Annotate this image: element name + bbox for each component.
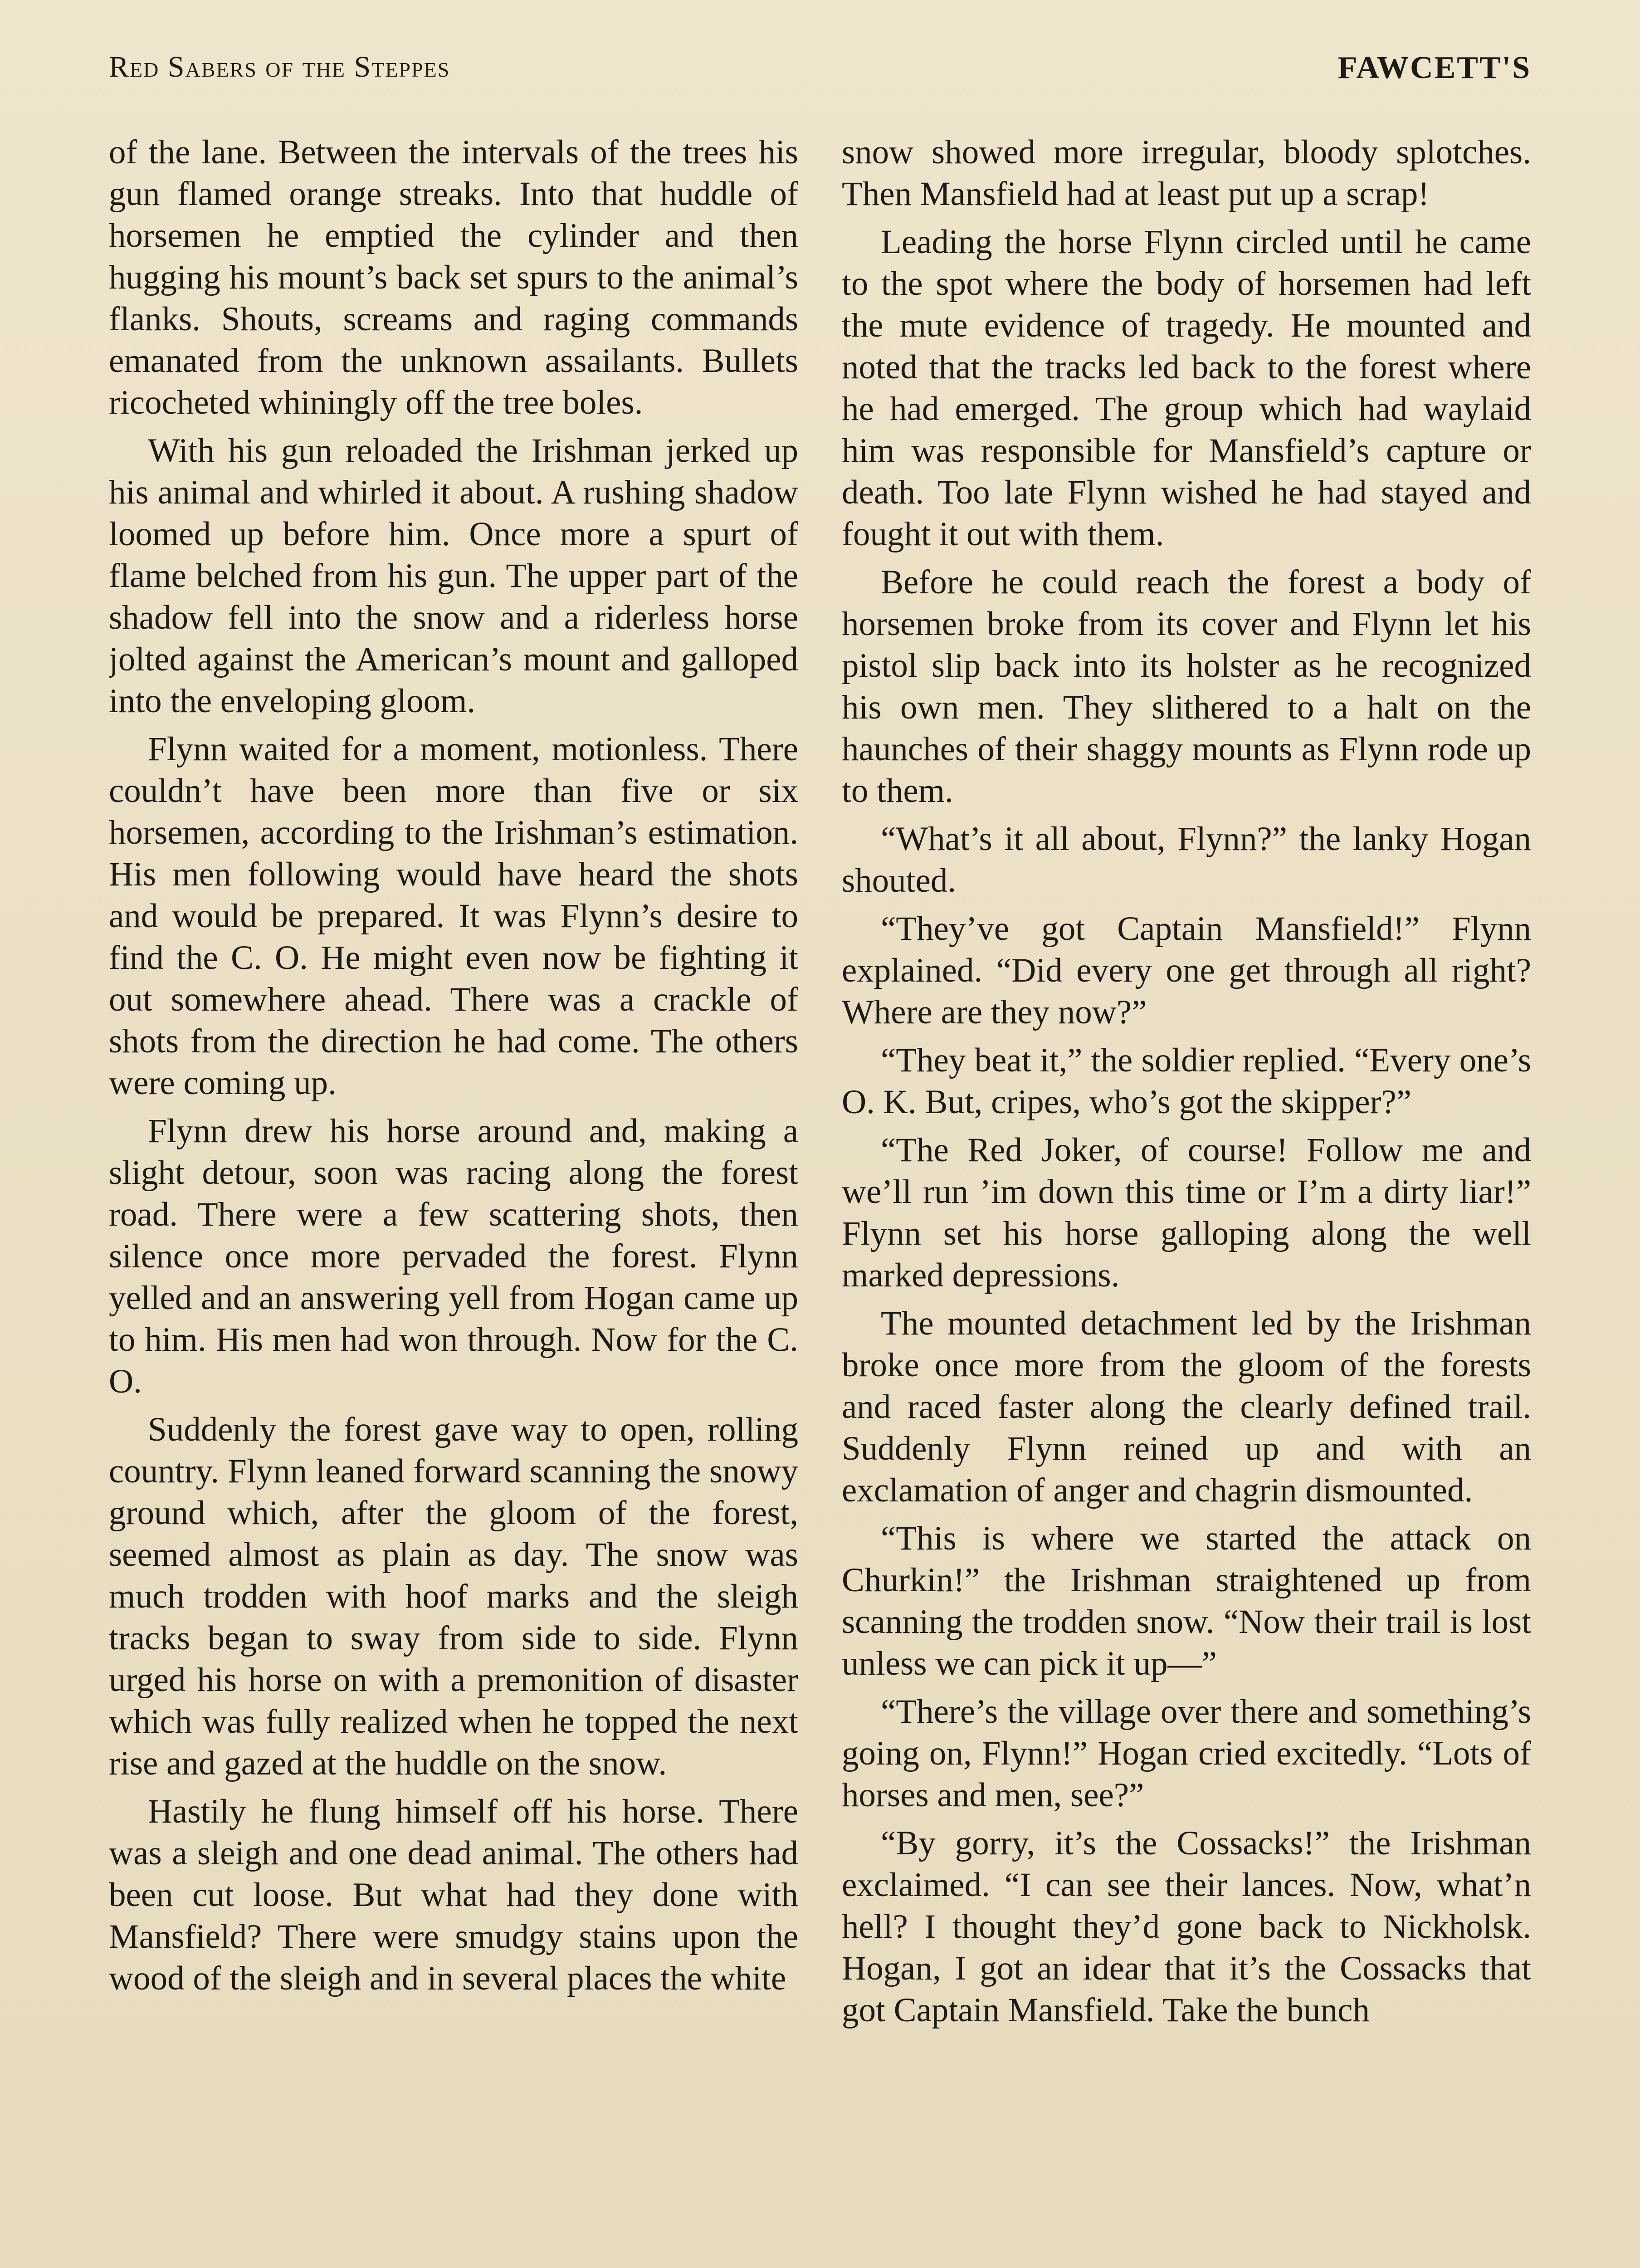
paragraph: “There’s the village over there and something’s going on, Flynn!” Hogan cried excitedly. “Lots of horses and men, see?” (842, 1693, 1531, 1814)
paragraph: Flynn waited for a moment, motionless. There couldn’t have been more than five or six horsemen, according to the Irishman’s estimation. His men following would have heard the shots and would be prepared. It was Flynn’s desire to find the C. O. He might even now be fighting it out somewhere ahead. There was a crackle of shots from the direction he had come. The others were coming up. (109, 730, 798, 1102)
paragraph: “They beat it,” the soldier replied. “Every one’s O. K. But, cripes, who’s got the skipper?” (842, 1041, 1531, 1121)
paragraph: Before he could reach the forest a body of horsemen broke from its cover and Flynn let his pistol slip back into its holster as he recognized his own men. They slithered to a halt on the haunches of their shaggy mounts as Flynn rode up to them. (842, 563, 1531, 810)
paragraph: snow showed more irregular, bloody splotches. Then Mansfield had at least put up a scrap! (842, 133, 1531, 213)
running-head (109, 50, 1531, 100)
right-column (842, 132, 1531, 2268)
paragraph: Leading the horse Flynn circled until he came to the spot where the body of horsemen had left the mute evidence of tragedy. He mounted and noted that the tracks led back to the forest where he had emerged. The group which had waylaid him was responsible for Mansfield’s capture or death. Too late Flynn wished he had stayed and fought it out with them. (842, 223, 1531, 553)
paragraph: “By gorry, it’s the Cossacks!” the Irishman exclaimed. “I can see their lances. Now, what’n hell? I thought they’d gone back to Nickholsk. Hogan, I got an idear that it’s the Cossacks that got Captain Mansfield. Take the bunch (842, 1824, 1531, 2029)
paragraph: “They’ve got Captain Mansfield!” Flynn explained. “Did every one get through all right? Where are they now?” (842, 910, 1531, 1031)
paragraph: Flynn drew his horse around and, making a slight detour, soon was racing along the forest road. There were a few scattering shots, then silence once more pervaded the forest. Flynn yelled and an answering yell from Hogan came up to him. His men had won through. Now for the C. O. (109, 1112, 798, 1400)
text-columns (109, 132, 1531, 2268)
paragraph: “This is where we started the attack on Churkin!” the Irishman straightened up from scanning the trodden snow. “Now their trail is lost unless we can pick it up—” (842, 1520, 1531, 1682)
story-title: Red Sabers of the Steppes (109, 50, 450, 83)
paragraph: Hastily he flung himself off his horse. There was a sleigh and one dead animal. The others had been cut loose. But what had they done with Mansfield? There were smudgy stains upon the wood of the sleigh and in several places the white (109, 1793, 798, 1997)
paragraph: “What’s it all about, Flynn?” the lanky Hogan shouted. (842, 820, 1531, 899)
paragraph: of the lane. Between the intervals of the trees his gun flamed orange streaks. Into that huddle of horsemen he emptied the cylinder and then hugging his mount’s back set spurs to the animal’s flanks. Shouts, screams and raging commands emanated from the unknown assailants. Bullets ricocheted whiningly off the tree boles. (109, 133, 798, 421)
magazine-name: FAWCETT'S (1337, 50, 1531, 85)
paragraph: With his gun reloaded the Irishman jerked up his animal and whirled it about. A rushing shadow loomed up before him. Once more a spurt of flame belched from his gun. The upper part of the shadow fell into the snow and a riderless horse jolted against the American’s mount and galloped into the enveloping gloom. (109, 432, 798, 720)
paragraph: The mounted detachment led by the Irishman broke once more from the gloom of the forests and raced faster along the clearly defined trail. Suddenly Flynn reined up and with an exclamation of anger and chagrin dismounted. (842, 1305, 1531, 1509)
paragraph: “The Red Joker, of course! Follow me and we’ll run ’im down this time or I’m a dirty liar!” Flynn set his horse galloping along the well marked depressions. (842, 1131, 1531, 1294)
left-column (109, 132, 798, 2268)
paragraph: Suddenly the forest gave way to open, rolling country. Flynn leaned forward scanning the snowy ground which, after the gloom of the forest, seemed almost as plain as day. The snow was much trodden with hoof marks and the sleigh tracks began to sway from side to side. Flynn urged his horse on with a premonition of disaster which was fully realized when he topped the next rise and gazed at the huddle on the snow. (109, 1411, 798, 1782)
